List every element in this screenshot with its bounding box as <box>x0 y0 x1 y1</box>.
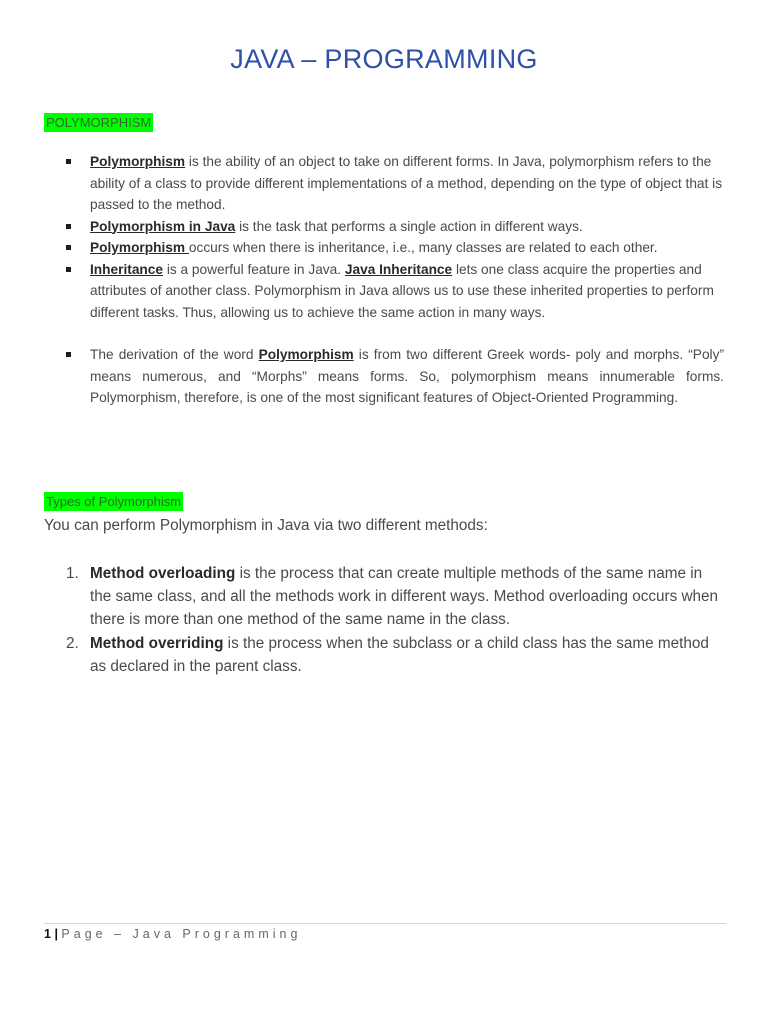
methods-numbered-list <box>44 562 724 678</box>
page-number: 1 <box>44 927 51 941</box>
section-heading-types <box>44 492 183 511</box>
method-item <box>44 632 724 678</box>
method-term: Method overriding <box>90 634 224 652</box>
bullet-text: is a powerful feature in Java. <box>163 261 345 277</box>
bullet-text: lets one class acquire the properties and attributes of another class. Polymorphism in Java allows us to use these inherited properties to perform different tasks. Thus, allowing us to achieve the same action in many ways. <box>90 261 714 320</box>
bold-term: Inheritance <box>90 261 164 277</box>
section-heading-polymorphism <box>44 113 153 132</box>
bullet-text: is from two different Greek words- poly and morphs. “Poly” means numerous, and “Morphs” means forms. So, polymorphism means innumerable forms. Polymorphism, therefore, is one of the most significant features of Object-Oriented Programming. <box>90 347 724 405</box>
footer-label: Page – Java Programming <box>61 927 302 941</box>
footer-divider <box>44 923 726 924</box>
bullet-item <box>62 237 724 259</box>
bullet-item <box>62 344 724 409</box>
bullet-text: occurs when there is inheritance, i.e., many classes are related to each other. <box>188 240 658 255</box>
bold-term: Java Inheritance <box>344 261 453 277</box>
bullet-item <box>62 151 724 216</box>
method-description: is the process that can create multiple methods of the same name in the same class, and all the methods work in different ways. Method overloading occurs when there is more than one method of the same name in the class. <box>90 565 719 629</box>
bullet-text: is the ability of an object to take on different forms. In Java, polymorphism refers to the ability of a class to provide different implementations of a method, depending on the type of object that is passed to the method. <box>90 154 723 212</box>
bold-term: Polymorphism in Java <box>90 218 236 234</box>
highlighted-heading: Types of Polymorphism <box>46 494 182 509</box>
method-description: is the process when the subclass or a child class has the same method as declared in the parent class. <box>90 634 709 675</box>
method-term: Method overloading <box>90 565 236 582</box>
page-footer <box>44 927 301 941</box>
bullet-item <box>62 216 724 238</box>
polymorphism-bullet-list <box>62 151 724 409</box>
method-item <box>44 562 724 632</box>
types-intro-text: You can perform Polymorphism in Java via two different methods: <box>44 517 488 534</box>
bold-term: Polymorphism <box>90 240 189 255</box>
highlighted-heading: POLYMORPHISM <box>46 115 152 130</box>
bullet-item <box>62 259 724 324</box>
bold-term: Polymorphism <box>90 154 186 169</box>
bold-term: Polymorphism <box>258 347 354 362</box>
item-number: 2. <box>66 634 79 652</box>
page-title: JAVA – PROGRAMMING <box>230 44 538 74</box>
item-number: 1. <box>66 565 79 582</box>
footer-separator: | <box>54 927 58 941</box>
bullet-text: The derivation of the word <box>90 347 259 362</box>
bullet-text: is the task that performs a single action in different ways. <box>235 218 583 234</box>
